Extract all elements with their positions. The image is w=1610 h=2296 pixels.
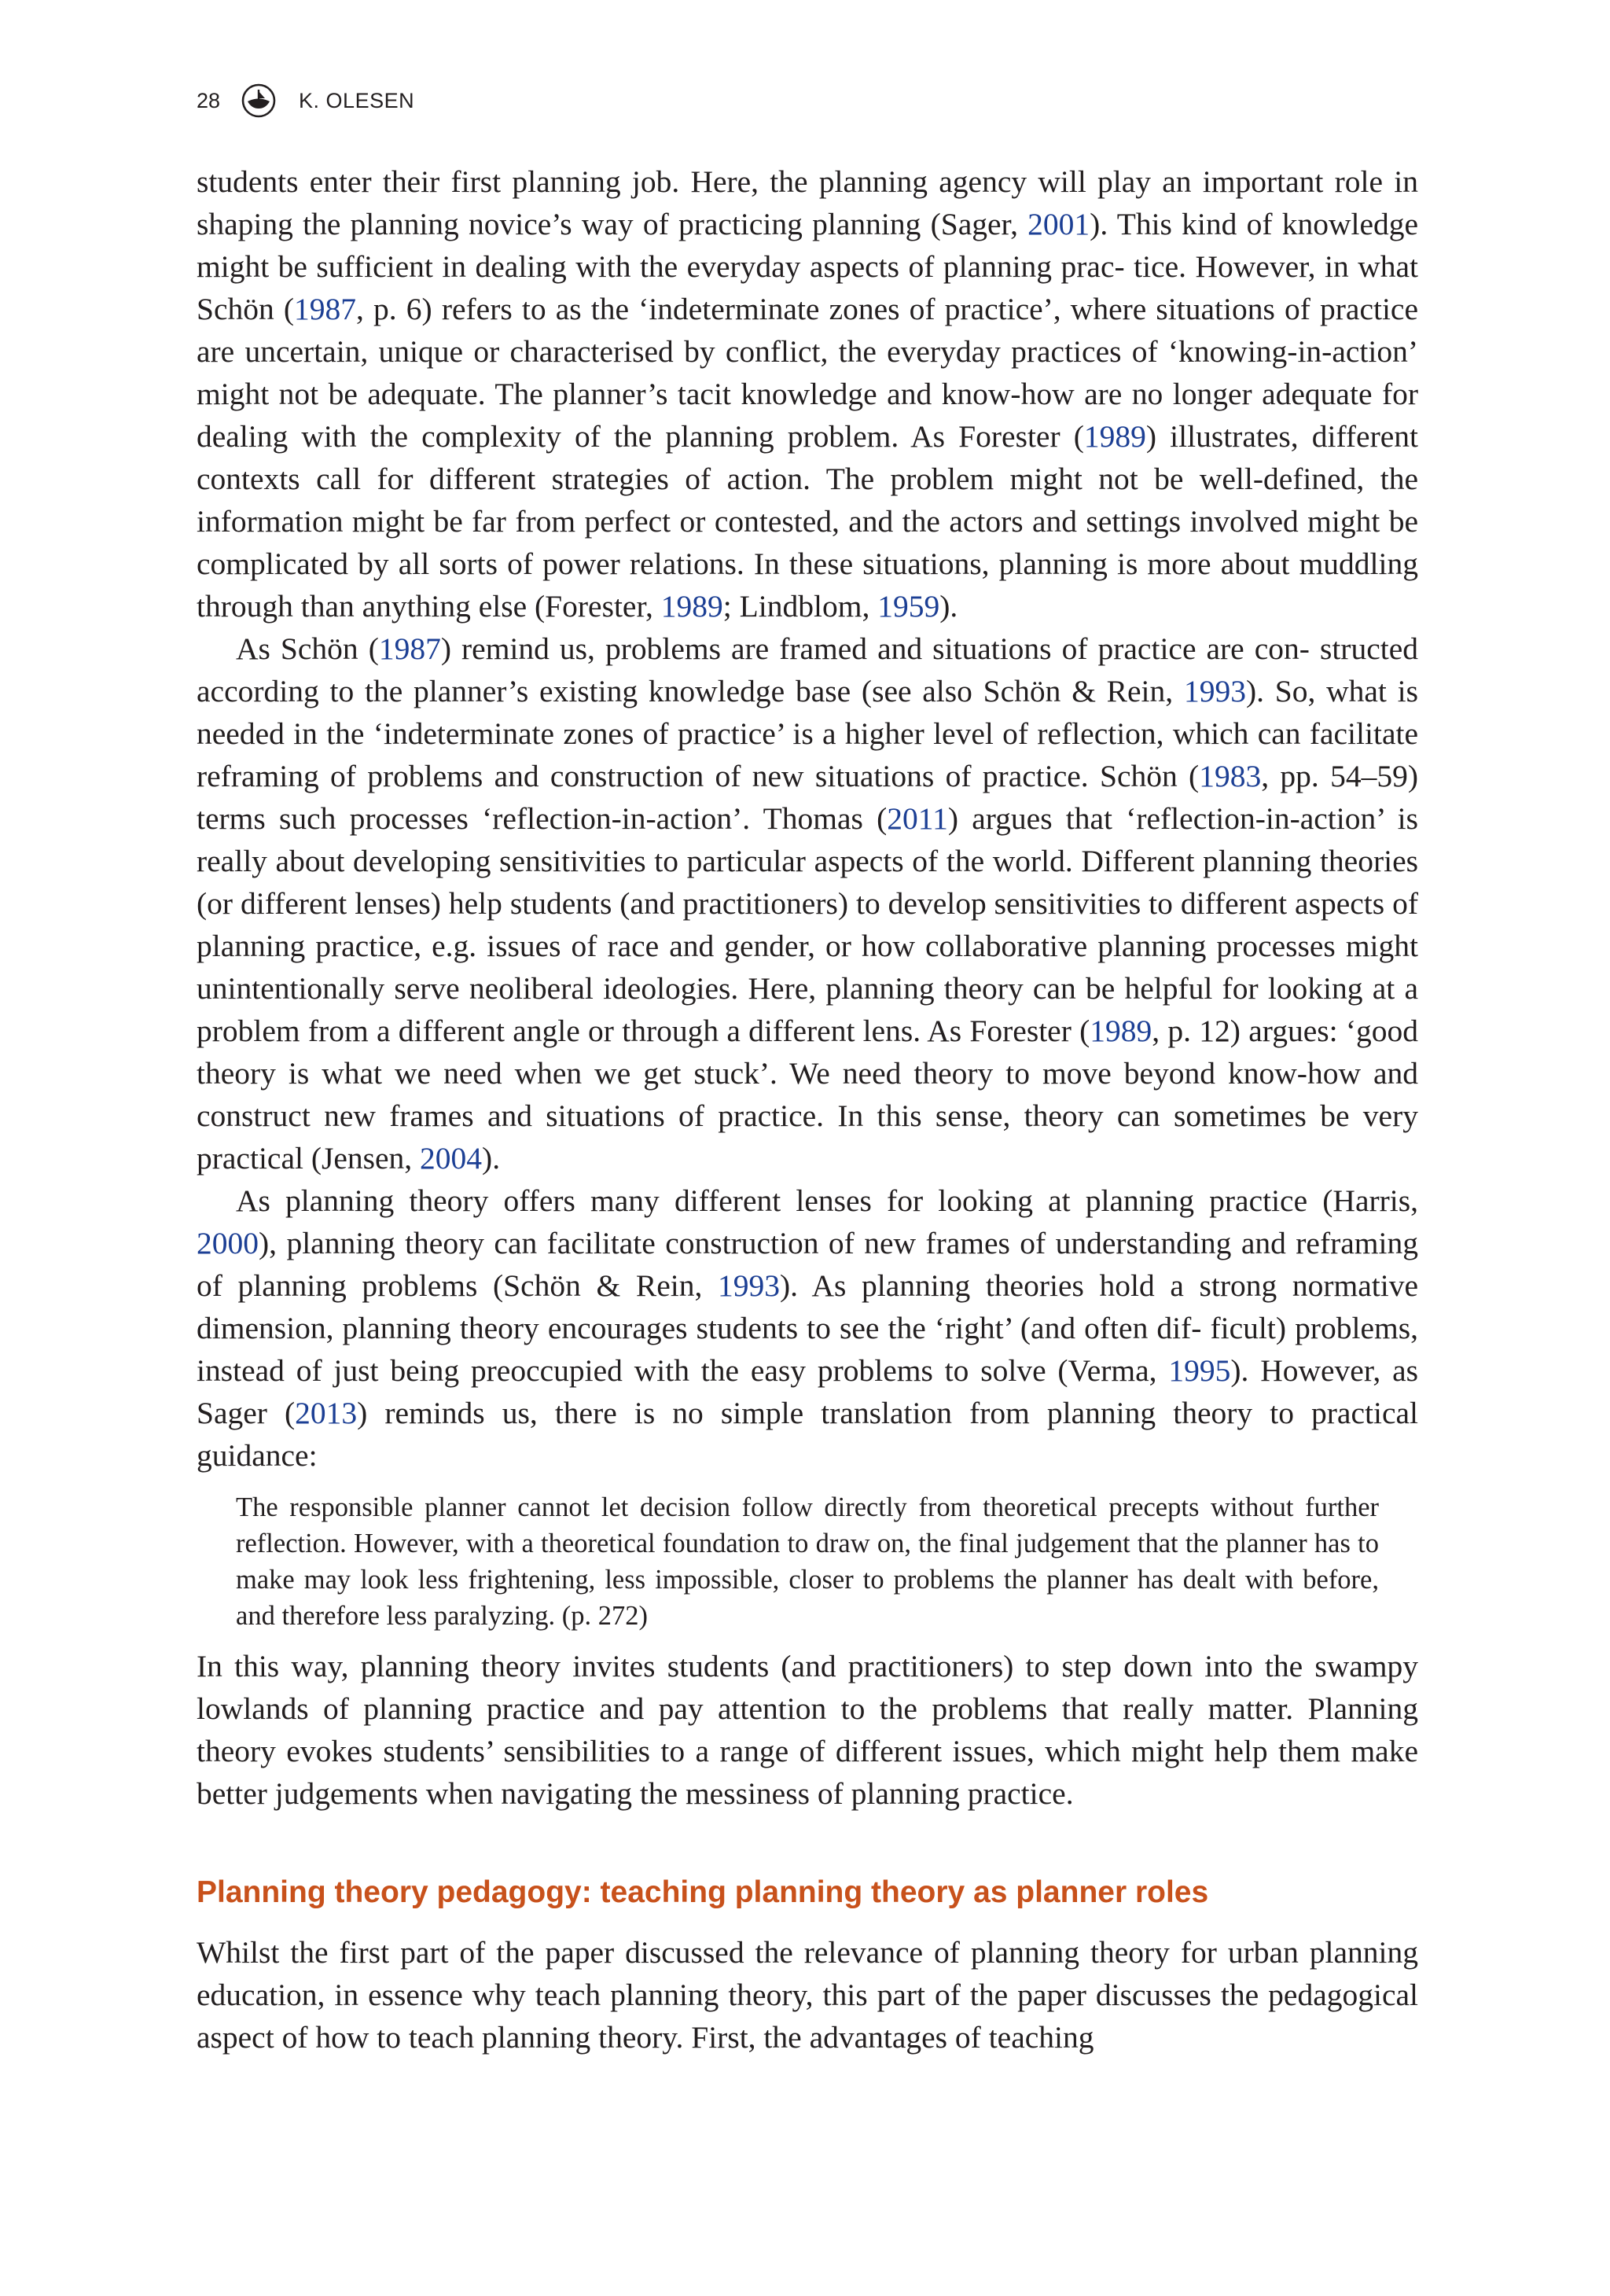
- citation-link[interactable]: 1995: [1168, 1353, 1231, 1388]
- running-header: [197, 85, 414, 116]
- citation-link[interactable]: 1989: [660, 589, 723, 624]
- paragraph-text: ).: [939, 589, 958, 624]
- citation-link[interactable]: 1987: [294, 292, 357, 326]
- paragraph-text: , p. 6) refers to as the ‘indeterminate zones of practice’, where situations of practice are uncertain, unique or characterised by conflict, the everyday practices of ‘knowing-in-action’ might not be adequate. The planner’s tacit knowledge and know-how are no longer adequate for dealing with the complexity of the planning problem. As Forester (: [197, 292, 1418, 454]
- citation-link[interactable]: 1993: [1183, 674, 1246, 708]
- citation-link[interactable]: 1987: [378, 631, 441, 666]
- paragraph-text: ). However, as Sager (: [197, 1353, 1418, 1430]
- citation-link[interactable]: 2004: [420, 1141, 483, 1176]
- publisher-logo-icon: [241, 83, 277, 119]
- citation-link[interactable]: 2001: [1027, 207, 1090, 241]
- body-paragraph: [197, 627, 1418, 1179]
- body-paragraph: [197, 1179, 1418, 1477]
- citation-link[interactable]: 1983: [1199, 759, 1262, 793]
- paragraph-text: ). So, what is needed in the ‘indeterminate zones of practice’ is a higher level of reflection, which can facilitate reframing of problems and construction of new situations of practice. Schön (: [197, 674, 1418, 793]
- section-heading: Planning theory pedagogy: teaching planning theory as planner roles: [197, 1875, 1209, 1909]
- paragraph-text: ). As planning theories hold a strong normative dimension, planning theory encourages students to see the ‘right’ (and often dif- ficult) problems, instead of just being preoccupied with the easy problems to solve (Verma,: [197, 1268, 1418, 1388]
- paragraph-text: ). This kind of knowledge might be sufficient in dealing with the everyday aspects of planning prac- tice. However, in what Schön (: [197, 207, 1419, 326]
- citation-link[interactable]: 2013: [295, 1396, 358, 1430]
- author-name: K. OLESEN: [299, 88, 415, 112]
- body-paragraph: In this way, planning theory invites students (and practitioners) to step down into the swampy lowlands of planning practice and pay attention to the problems that really matter. Planning theory evokes students’ sensibilities to a range of different issues, which might help them make better judgements when navigating the messiness of planning practice.: [197, 1649, 1418, 1811]
- block-quote: The responsible planner cannot let decision follow directly from theoretical precepts without further reflection. However, with a theoretical foundation to draw on, the final judgement that the planner has to make may look less frightening, less impossible, closer to problems the planner has dealt with before, and therefore less paralyzing. (p. 272): [236, 1492, 1379, 1631]
- paragraph-text: ) argues that ‘reflection-in-action’ is really about developing sensitivities to particular aspects of the world. Different planning theories (or different lenses) help students (and practitioners) to develop sensitivities to different aspects of planning practice, e.g. issues of race and gender, or how collaborative planning processes might unintentionally serve neoliberal ideologies. Here, planning theory can be helpful for looking at a problem from a different angle or through a different lens. As Forester (: [197, 801, 1419, 1048]
- citation-link[interactable]: 1959: [877, 589, 940, 624]
- citation-link[interactable]: 2011: [887, 801, 948, 836]
- paragraph-text: ; Lindblom,: [722, 589, 878, 624]
- paragraph-text: , p. 12) argues: ‘good theory is what we need when we get stuck’. We need theory to move beyond know-how and construct new frames and situations of practice. In this sense, theory can sometimes be very practical (Jensen,: [197, 1014, 1418, 1176]
- paragraph-text: students enter their first planning job. Here, the planning agency will play an important role in shaping the planning novice’s way of practicing planning (Sager,: [197, 164, 1418, 241]
- citation-link[interactable]: 1989: [1090, 1014, 1152, 1048]
- article-body: [197, 160, 1418, 2059]
- body-paragraph: [197, 160, 1418, 627]
- paragraph-text: ).: [482, 1141, 501, 1176]
- paragraph-text: As planning theory offers many different lenses for looking at planning practice (Harris,: [236, 1183, 1418, 1218]
- paragraph-text: ) remind us, problems are framed and situations of practice are con- structed according to the planner’s existing knowledge base (see also Schön & Rein,: [197, 631, 1418, 708]
- paragraph-text: ) reminds us, there is no simple translation from planning theory to practical guidance:: [197, 1396, 1418, 1473]
- citation-link[interactable]: 1989: [1083, 419, 1146, 454]
- paragraph-text: As Schön (: [236, 631, 379, 666]
- body-paragraph: Whilst the first part of the paper discussed the relevance of planning theory for urban planning education, in essence why teach planning theory, this part of the paper discusses the pedagogical aspect of how to teach planning theory. First, the advantages of teaching: [197, 1935, 1418, 2055]
- paragraph-text: ) illustrates, different contexts call for different strategies of action. The problem might not be well-defined, the information might be far from perfect or contested, and the actors and settings involved might be complicated by all sorts of power relations. In these situations, planning is more about muddling through than anything else (Forester,: [197, 419, 1418, 624]
- page-number: 28: [197, 88, 221, 112]
- paragraph-text: , pp. 54–59) terms such processes ‘reflection-in-action’. Thomas (: [197, 759, 1419, 836]
- citation-link[interactable]: 2000: [197, 1226, 259, 1260]
- paragraph-text: ), planning theory can facilitate construction of new frames of understanding and reframing of planning problems (Schön & Rein,: [197, 1226, 1418, 1303]
- citation-link[interactable]: 1993: [717, 1268, 780, 1303]
